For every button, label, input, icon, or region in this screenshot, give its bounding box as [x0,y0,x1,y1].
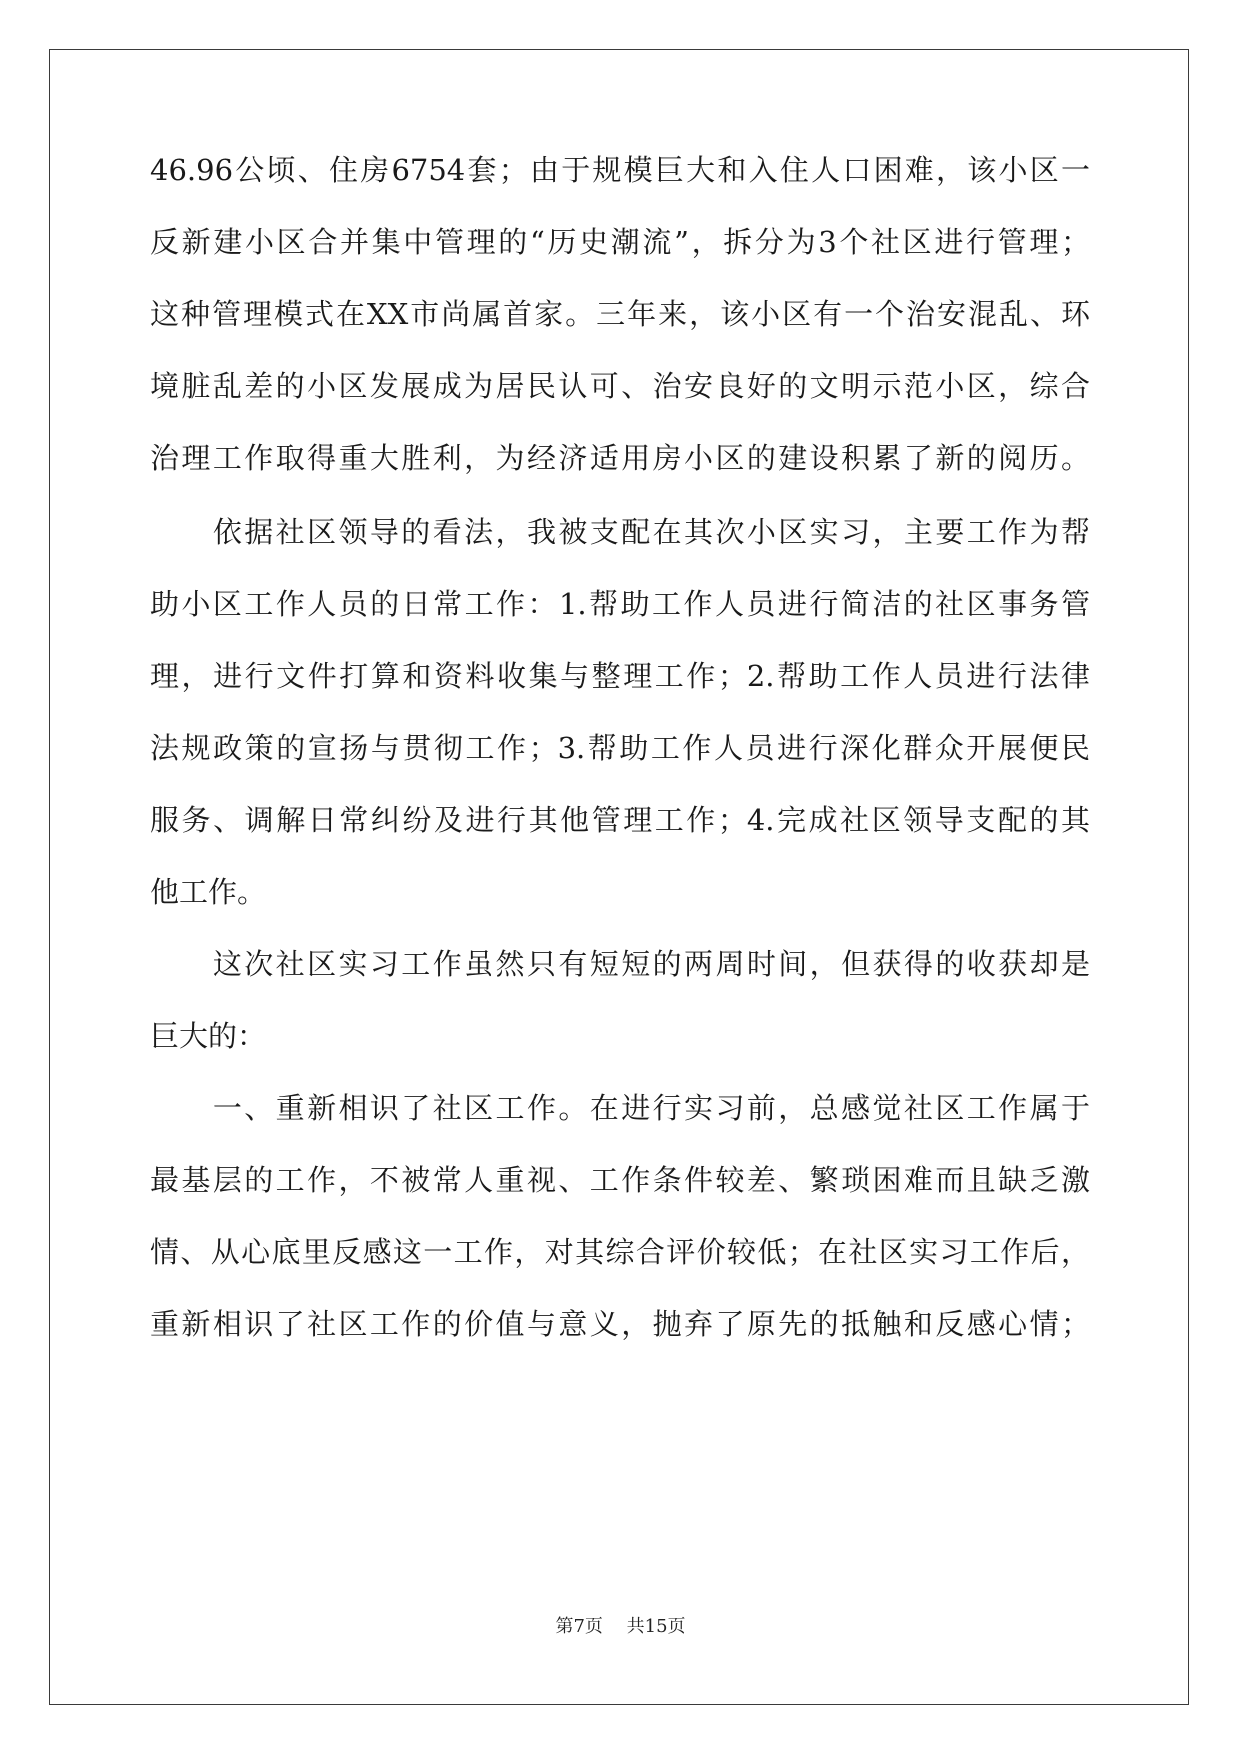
text-line: 重新相识了社区工作的价值与意义，抛弃了原先的抵触和反感心情； [150,1307,1090,1341]
text-line: 最基层的工作，不被常人重视、工作条件较差、繁琐困难而且缺乏激 [150,1163,1090,1197]
text-line: 法规政策的宣扬与贯彻工作；3.帮助工作人员进行深化群众开展便民 [150,731,1090,765]
text-line: 服务、调解日常纠纷及进行其他管理工作；4.完成社区领导支配的其 [150,803,1090,837]
text-line: 他工作。 [150,875,267,909]
text-line: 助小区工作人员的日常工作：1.帮助工作人员进行简洁的社区事务管 [150,587,1090,621]
text-line: 情、从心底里反感这一工作，对其综合评价较低；在社区实习工作后， [150,1235,1090,1269]
text-line: 46.96公顷、住房6754套；由于规模巨大和入住人口困难，该小区一 [150,153,1090,187]
text-line: 这次社区实习工作虽然只有短短的两周时间，但获得的收获却是 [150,947,1090,981]
text-line: 依据社区领导的看法，我被支配在其次小区实习，主要工作为帮 [150,515,1090,549]
text-line: 这种管理模式在XX市尚属首家。三年来，该小区有一个治安混乱、环 [150,297,1090,331]
text-line: 理，进行文件打算和资料收集与整理工作；2.帮助工作人员进行法律 [150,659,1090,693]
text-line: 反新建小区合并集中管理的“历史潮流”，拆分为3个社区进行管理； [150,225,1090,259]
page-number: 第7页 [555,1616,603,1637]
text-line: 治理工作取得重大胜利，为经济适用房小区的建设积累了新的阅历。 [150,441,1090,475]
page-total: 共15页 [626,1616,686,1637]
page-footer [0,1616,1241,1638]
text-line: 巨大的： [150,1019,267,1053]
text-line: 境脏乱差的小区发展成为居民认可、治安良好的文明示范小区，综合 [150,369,1090,403]
text-line: 一、重新相识了社区工作。在进行实习前，总感觉社区工作属于 [150,1091,1090,1125]
